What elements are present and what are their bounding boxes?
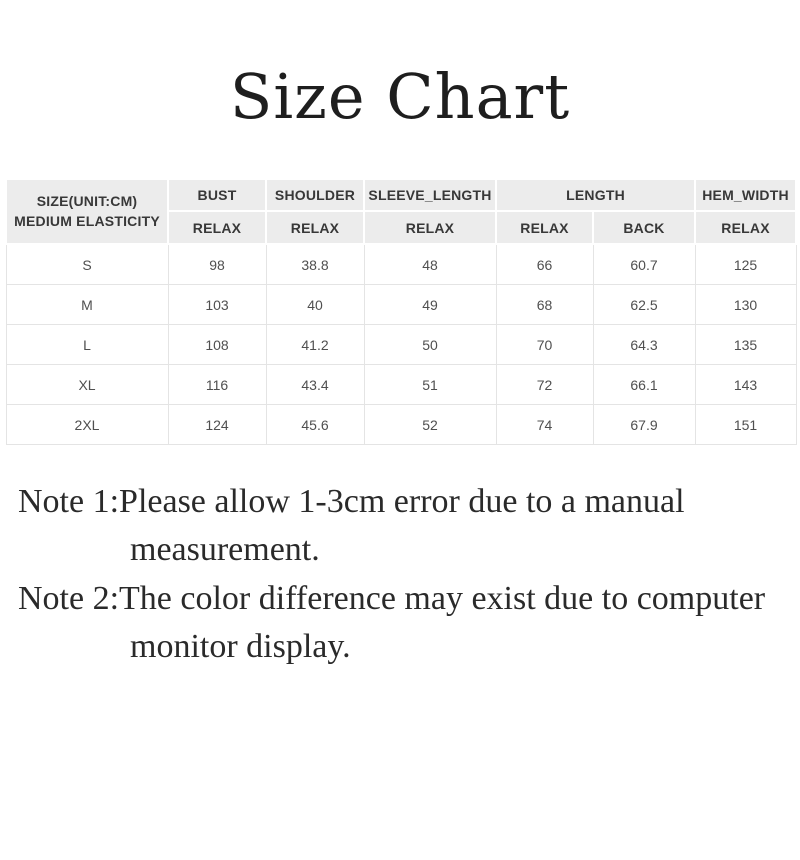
table-cell: 62.5 xyxy=(593,285,695,325)
subheader-bust-relax: RELAX xyxy=(168,211,266,244)
table-cell: 45.6 xyxy=(266,405,364,445)
table-row-l xyxy=(6,325,796,365)
table-cell: 66 xyxy=(496,244,593,285)
size-cell: S xyxy=(6,244,168,285)
subheader-hem-relax: RELAX xyxy=(695,211,796,244)
table-row-2xl xyxy=(6,405,796,445)
size-cell: XL xyxy=(6,365,168,405)
table-cell: 49 xyxy=(364,285,496,325)
table-cell: 40 xyxy=(266,285,364,325)
table-cell: 67.9 xyxy=(593,405,695,445)
table-cell: 68 xyxy=(496,285,593,325)
size-cell: L xyxy=(6,325,168,365)
size-table-container xyxy=(5,178,795,445)
table-cell: 143 xyxy=(695,365,796,405)
table-row-s xyxy=(6,244,796,285)
table-cell: 98 xyxy=(168,244,266,285)
table-cell: 41.2 xyxy=(266,325,364,365)
table-cell: 60.7 xyxy=(593,244,695,285)
header-hem-width: HEM_WIDTH xyxy=(695,179,796,211)
header-bust: BUST xyxy=(168,179,266,211)
subheader-length-back: BACK xyxy=(593,211,695,244)
table-cell: 108 xyxy=(168,325,266,365)
note-2: Note 2:The color difference may exist due to computer monitor display. xyxy=(18,579,766,665)
table-cell: 70 xyxy=(496,325,593,365)
subheader-length-relax: RELAX xyxy=(496,211,593,244)
table-cell: 72 xyxy=(496,365,593,405)
size-cell: 2XL xyxy=(6,405,168,445)
header-size-unit xyxy=(6,179,168,244)
page-title: Size Chart xyxy=(229,60,571,133)
table-cell: 43.4 xyxy=(266,365,364,405)
subheader-sleeve-relax: RELAX xyxy=(364,211,496,244)
table-cell: 52 xyxy=(364,405,496,445)
table-cell: 38.8 xyxy=(266,244,364,285)
notes-section xyxy=(18,478,782,671)
table-cell: 74 xyxy=(496,405,593,445)
table-cell: 116 xyxy=(168,365,266,405)
note-1: Note 1:Please allow 1-3cm error due to a manual measurement. xyxy=(18,483,685,569)
table-cell: 51 xyxy=(364,365,496,405)
table-cell: 48 xyxy=(364,244,496,285)
size-cell: M xyxy=(6,285,168,325)
size-unit-label: SIZE(UNIT:CM) xyxy=(36,193,138,210)
table-row-m xyxy=(6,285,796,325)
header-sleeve-length: SLEEVE_LENGTH xyxy=(364,179,496,211)
table-cell: 125 xyxy=(695,244,796,285)
table-cell: 50 xyxy=(364,325,496,365)
table-cell: 66.1 xyxy=(593,365,695,405)
table-cell: 135 xyxy=(695,325,796,365)
table-cell: 151 xyxy=(695,405,796,445)
elasticity-label: MEDIUM ELASTICITY xyxy=(14,212,160,229)
header-shoulder: SHOULDER xyxy=(266,179,364,211)
header-length: LENGTH xyxy=(496,179,695,211)
table-cell: 64.3 xyxy=(593,325,695,365)
size-table xyxy=(5,178,797,445)
subheader-shoulder-relax: RELAX xyxy=(266,211,364,244)
table-cell: 130 xyxy=(695,285,796,325)
table-cell: 124 xyxy=(168,405,266,445)
table-row-xl xyxy=(6,365,796,405)
table-cell: 103 xyxy=(168,285,266,325)
